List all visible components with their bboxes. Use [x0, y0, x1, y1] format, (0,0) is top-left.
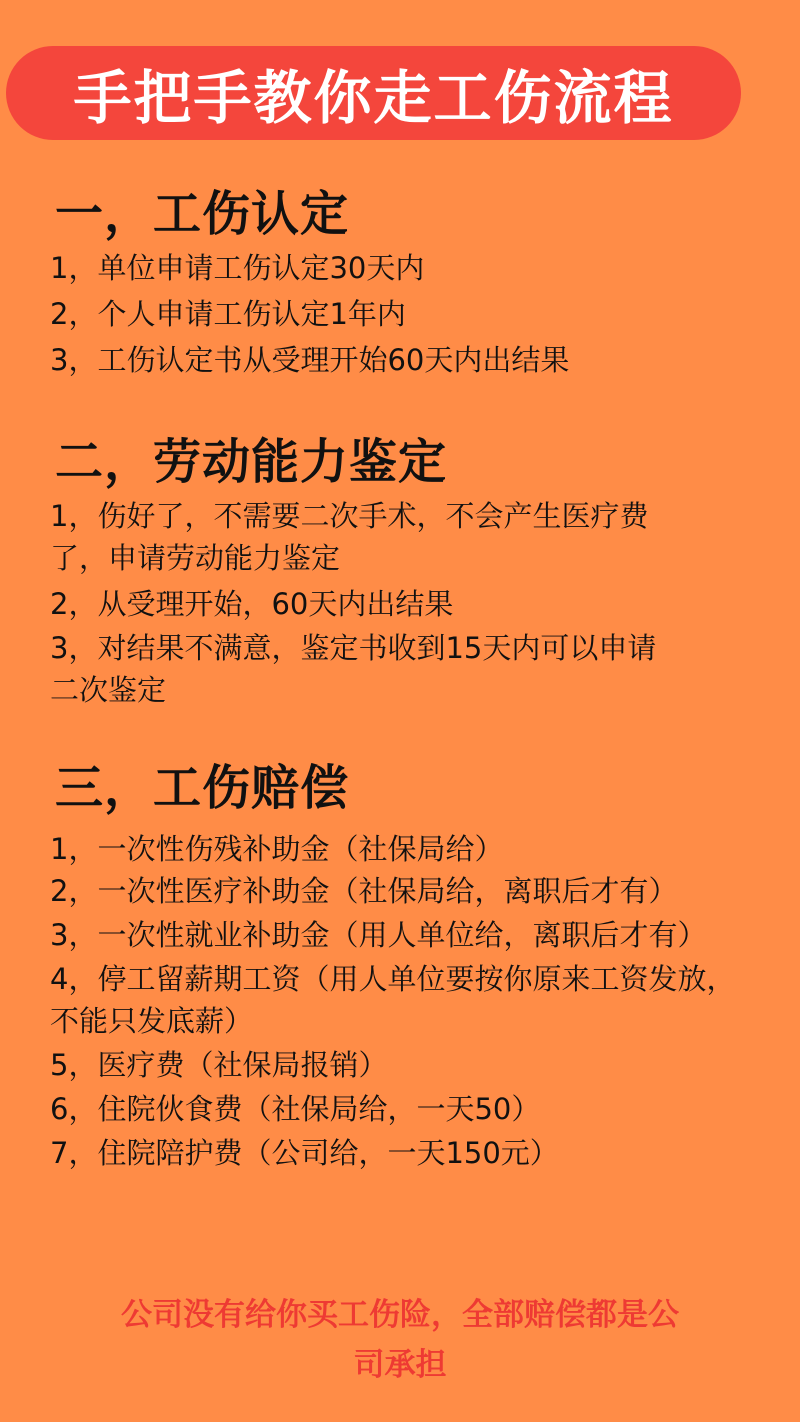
- list-item: 1，单位申请工伤认定30天内: [50, 251, 425, 285]
- list-item: 6，住院伙食费（社保局给，一天50）: [50, 1092, 541, 1126]
- list-item: 4，停工留薪期工资（用人单位要按你原来工资发放，: [50, 962, 736, 996]
- list-item: 3，对结果不满意，鉴定书收到15天内可以申请: [50, 631, 657, 665]
- section-heading-work-injury-identification: 一，工伤认定: [55, 186, 350, 242]
- footer-line: 司承担: [353, 1347, 447, 1383]
- list-item: 不能只发底薪）: [50, 1004, 254, 1038]
- list-item: 2，个人申请工伤认定1年内: [50, 297, 406, 331]
- section-heading-work-injury-compensation: 三，工伤赔偿: [55, 760, 350, 816]
- footer-line: 公司没有给你买工伤险，全部赔偿都是公: [121, 1297, 679, 1333]
- list-item: 2，一次性医疗补助金（社保局给，离职后才有）: [50, 874, 678, 908]
- list-item: 3，一次性就业补助金（用人单位给，离职后才有）: [50, 918, 707, 952]
- title-banner: [6, 46, 741, 140]
- footer-note: [40, 1290, 760, 1390]
- page-title: 手把手教你走工伤流程: [73, 64, 674, 132]
- list-item: 2，从受理开始，60天内出结果: [50, 587, 454, 621]
- list-item: 1，一次性伤残补助金（社保局给）: [50, 832, 504, 866]
- section-heading-labor-capacity-appraisal: 二，劳动能力鉴定: [55, 434, 448, 490]
- list-item: 5，医疗费（社保局报销）: [50, 1048, 388, 1082]
- list-item: 1，伤好了，不需要二次手术，不会产生医疗费: [50, 499, 649, 533]
- list-item: 了，申请劳动能力鉴定: [50, 541, 341, 575]
- list-item: 7，住院陪护费（公司给，一天150元）: [50, 1136, 559, 1170]
- list-item: 二次鉴定: [50, 673, 167, 707]
- list-item: 3，工伤认定书从受理开始60天内出结果: [50, 343, 570, 377]
